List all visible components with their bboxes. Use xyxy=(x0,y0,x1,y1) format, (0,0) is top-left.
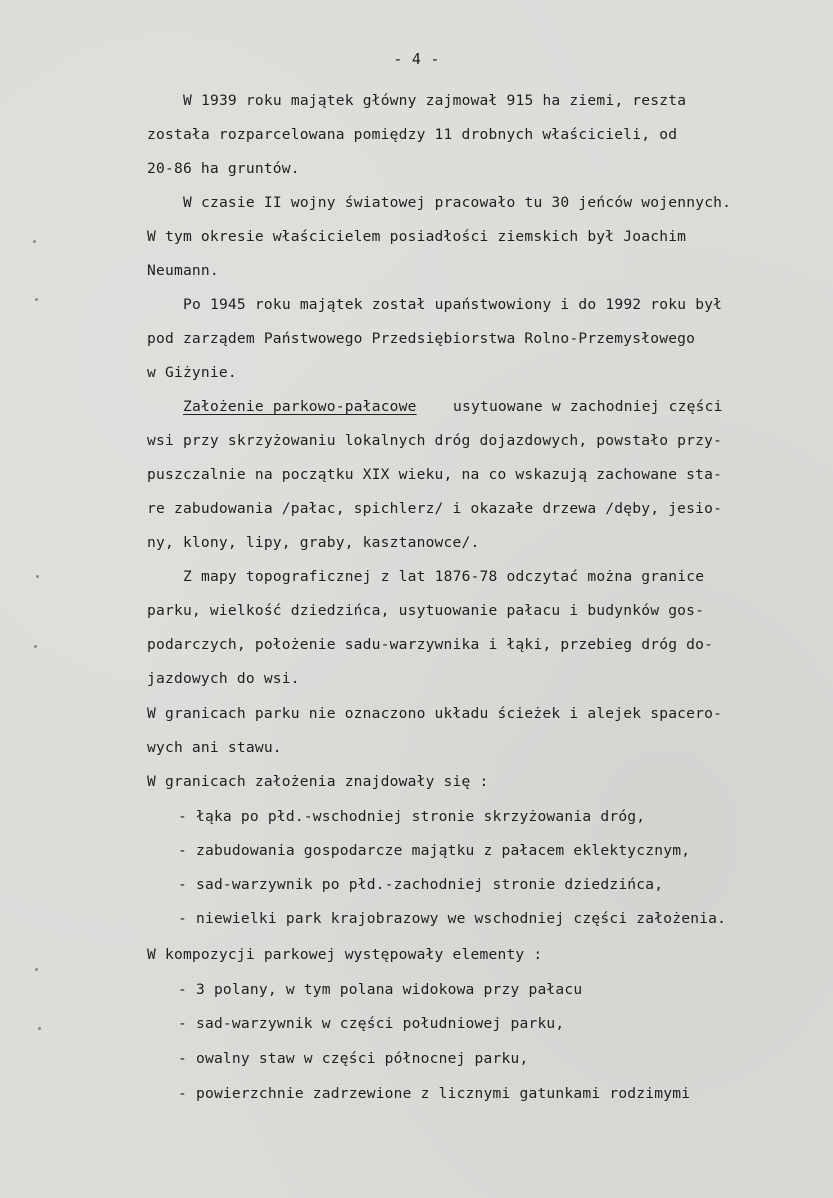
text-line: W kompozycji parkowej występowały elementy : xyxy=(147,946,543,963)
text-line: W granicach założenia znajdowały się : xyxy=(147,773,489,790)
text-line: re zabudowania /pałac, spichlerz/ i okazałe drzewa /dęby, jesio- xyxy=(147,500,723,517)
scan-speck xyxy=(34,645,37,648)
text-line: pod zarządem Państwowego Przedsiębiorstwa Rolno-Przemysłowego xyxy=(147,330,696,347)
text-line: W tym okresie właścicielem posiadłości ziemskich był Joachim xyxy=(147,228,687,245)
scan-speck xyxy=(38,1027,41,1030)
scan-speck xyxy=(33,240,36,243)
list-item: - zabudowania gospodarcze majątku z pałacem eklektycznym, xyxy=(178,842,691,859)
list-item: - owalny staw w części północnej parku, xyxy=(178,1050,529,1067)
text-line: wsi przy skrzyżowaniu lokalnych dróg dojazdowych, powstało przy- xyxy=(147,432,723,449)
text-line: ny, klony, lipy, graby, kasztanowce/. xyxy=(147,534,480,551)
text-line: 20-86 ha gruntów. xyxy=(147,160,300,177)
list-item: - niewielki park krajobrazowy we wschodniej części założenia. xyxy=(178,910,727,927)
list-item: - sad-warzywnik w części południowej parku, xyxy=(178,1015,565,1032)
scan-speck xyxy=(36,575,39,578)
text-line: w Giżynie. xyxy=(147,364,237,381)
text-line: puszczalnie na początku XIX wieku, na co wskazują zachowane sta- xyxy=(147,466,723,483)
text-line: W 1939 roku majątek główny zajmował 915 ha ziemi, reszta xyxy=(183,92,687,109)
text-line: W granicach parku nie oznaczono układu ścieżek i alejek spacero- xyxy=(147,705,723,722)
scan-speck xyxy=(35,968,38,971)
text-line: Z mapy topograficznej z lat 1876-78 odczytać można granice xyxy=(183,568,705,585)
list-item: - powierzchnie zadrzewione z licznymi gatunkami rodzimymi xyxy=(178,1085,691,1102)
page-number: - 4 - xyxy=(393,50,440,68)
text-line: W czasie II wojny światowej pracowało tu 30 jeńców wojennych. xyxy=(183,194,732,211)
text-line: Neumann. xyxy=(147,262,219,279)
list-item: - sad-warzywnik po płd.-zachodniej stronie dziedzińca, xyxy=(178,876,664,893)
text-line: usytuowane w zachodniej części xyxy=(453,398,723,415)
section-heading: Założenie parkowo-pałacowe xyxy=(183,398,417,415)
text-line: wych ani stawu. xyxy=(147,739,282,756)
text-line: parku, wielkość dziedzińca, usytuowanie pałacu i budynków gos- xyxy=(147,602,705,619)
text-line: Po 1945 roku majątek został upaństwowiony i do 1992 roku był xyxy=(183,296,723,313)
list-item: - 3 polany, w tym polana widokowa przy pałacu xyxy=(178,981,583,998)
text-line: jazdowych do wsi. xyxy=(147,670,300,687)
scan-speck xyxy=(35,298,38,301)
list-item: - łąka po płd.-wschodniej stronie skrzyżowania dróg, xyxy=(178,808,646,825)
text-line: podarczych, położenie sadu-warzywnika i łąki, przebieg dróg do- xyxy=(147,636,714,653)
text-line: została rozparcelowana pomiędzy 11 drobnych właścicieli, od xyxy=(147,126,678,143)
